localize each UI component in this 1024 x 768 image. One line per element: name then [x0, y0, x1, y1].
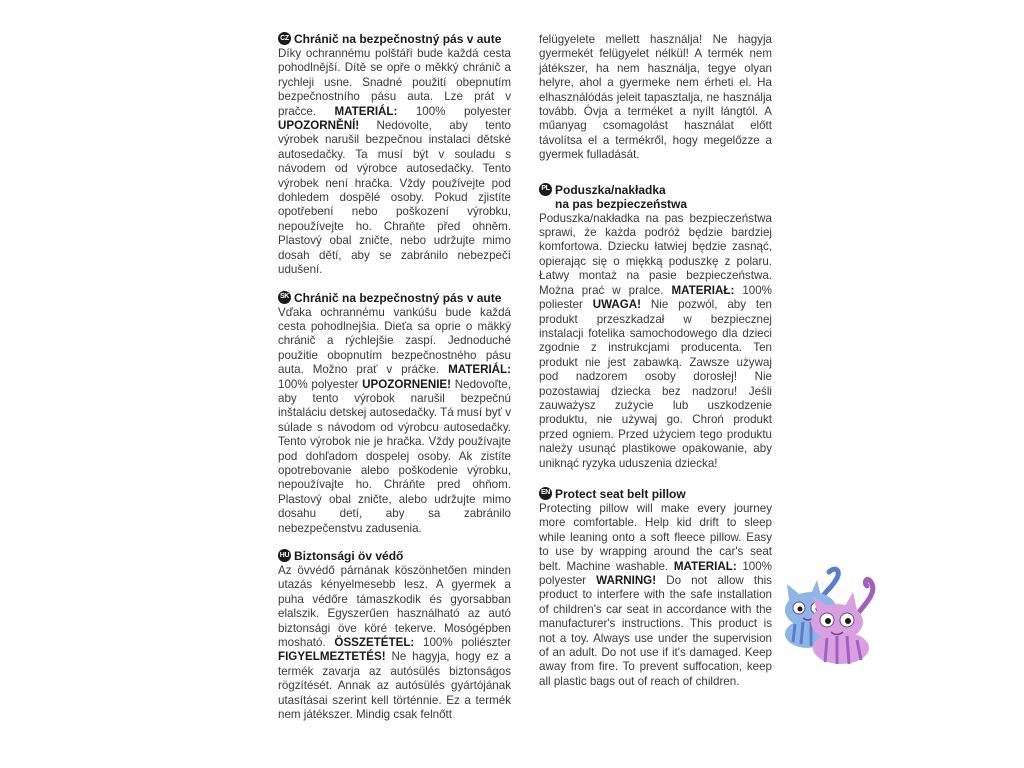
- section-sk: [278, 291, 511, 537]
- section-hu-continued: [539, 33, 772, 163]
- warning-label: UWAGA!: [592, 298, 642, 312]
- section-body: Poduszka/nakładka na pas bezpieczeństwa sprawi, że każda podróż będzie bardziej komfortowa. Dziecku łatwiej będzie zasnąć, opierając się o miękką poduszkę z polaru. Łatwy montaż na pasie bezpieczeństwa. Można prać w pralce. MATERIAŁ: 100% poliester UWAGA! Nie pozwól, aby ten produkt przeszkadzał w bezpiecznej instalacji fotelika samochodowego dla dzieci zgodnie z instrukcjami producenta. Ten produkt nie jest zabawką. Zawsze używaj pod nadzorem osoby dorosłej! Nie pozostawiaj dziecka bez nadzoru! Jeśli zauważysz zużycie lub uszkodzenie produktu, nie używaj go. Chroń produkt przed ogniem. Przed użyciem tego produktu należy usunąć plastikowe opakowanie, aby uniknąć ryzyka uduszenia dziecka!: [539, 211, 772, 470]
- language-badge-sk: SK: [278, 291, 291, 304]
- section-title: Biztonsági öv védő: [294, 549, 404, 563]
- section-heading: [539, 183, 772, 211]
- right-column: [539, 33, 772, 702]
- section-heading: [278, 291, 511, 305]
- language-badge-en: EN: [539, 487, 552, 500]
- section-hu: [278, 549, 511, 722]
- language-badge-pl: PL: [539, 183, 552, 196]
- section-heading: [278, 32, 511, 46]
- section-body: Az övvédő párnának köszönhetően minden utazás kényelmesebb lesz. A gyermek a puha védőre támaszkodik és gyorsabban elalszik. Egyszerűen használható az autó biztonsági öve köré tekerve. Mosógépben mosható. ÖSSZETÉTEL: 100% poliészter FIGYELMEZTETÉS! Ne hagyja, hogy ez a termék zavarja az autósülés biztonságos rögzítését. Annak az autósülés gyártójának utasításai szerint kell történnie. Ez a termék nem játékszer. Mindig csak felnőtt: [278, 564, 511, 722]
- left-column: [278, 32, 511, 735]
- pink-cat-illustration: [811, 579, 873, 664]
- section-body: felügyelete mellett használja! Ne hagyja gyermekét felügyelet nélkül! A termék nem játékszer, ha nem használja, tegye olyan helyre, ahol a gyermeke nem érheti el. Ha elhasználódás jeleit tapasztalja, ne használja tovább. Óvja a terméket a nyílt lángtól. A műanyag csomagolást használat előtt távolítsa el a termékről, hogy megelőzze a gyermek fulladását.: [539, 33, 772, 162]
- material-label: MATERIAŁ:: [671, 283, 735, 297]
- language-badge-hu: HU: [278, 549, 291, 562]
- section-body: Díky ochrannému polštáři bude každá cesta pohodlnější. Dítě se opře o měkký chránič a rychleji usne. Snadné použití obepnutím bezpečnostního pásu auta. Lze prát v pračce. MATERIÁL: 100% polyester UPOZORNĚNÍ! Nedovolte, aby tento výrobek narušil bezpečnou instalaci dětské autosedačky. Ta musí být v souladu s návodem od výrobce autosedačky. Tento výrobek není hračka. Vždy používejte pod dohledem dospělé osoby. Pokud zjistíte opotřebení nebo poškození výrobku, nepoužívejte ho. Chraňte před ohněm. Plastový obal zničte, nebo udržujte mimo dosah dětí, aby se zabránilo nebezpečí udušení.: [278, 47, 511, 277]
- material-label: MATERIÁL:: [448, 363, 511, 377]
- warning-label: UPOZORNĚNÍ!: [278, 119, 360, 133]
- language-badge-cz: CZ: [278, 32, 291, 45]
- material-label: MATERIÁL:: [334, 104, 398, 118]
- material-label: MATERIAL:: [673, 559, 737, 573]
- section-heading: [278, 549, 511, 563]
- section-title: Chránič na bezpečnostný pás v aute: [294, 290, 502, 305]
- section-body: Vďaka ochrannému vankúšu bude každá cesta pohodlnejšia. Dieťa sa oprie o mäkký chránič a rýchlejšie zaspí. Jednoduché použitie obopnutím bezpečnostného pásu auta. Možno prať v práčke. MATERIÁL: 100% polyester UPOZORNENIE! Nedovoľte, aby tento výrobok narušil bezpečnú inštaláciu detskej autosedačky. Tá musí byť v súlade s návodom od výrobcu autosedačky. Tento výrobok nie je hračka. Vždy používajte pod dohľadom dospelej osoby. Ak zistíte opotrebovanie alebo poškodenie výrobku, nepoužívajte ho. Chráňte pred ohňom. Plastový obal zničte, alebo udržujte mimo dosahu detí, aby sa zabránilo nebezpečenstvu zadusenia.: [278, 305, 511, 535]
- section-heading: [539, 487, 772, 501]
- section-body: Protecting pillow will make every journey more comfortable. Help kid drift to sleep while leaning onto a soft fleece pillow. Easy to use by wrapping around the car's seat belt. Machine washable. MATERIAL: 100% polyester WARNING! Do not allow this product to interfere with the safe installation of children's car seat in accordance with the manufacturer's instructions. This product is not a toy. Always use under the supervision of an adult. Do not use if it's damaged. Keep away from fire. To prevent suffocation, keep all plastic bags out of reach of children.: [539, 501, 772, 688]
- section-title: Chránič na bezpečnostný pás v aute: [294, 32, 502, 46]
- section-en: [539, 487, 772, 689]
- section-title: Poduszka/nakładka na pas bezpieczeństwa: [555, 182, 688, 211]
- warning-label: FIGYELMEZTETÉS!: [278, 650, 386, 664]
- material-label: ÖSSZETÉTEL:: [334, 636, 415, 650]
- cats-illustration: [767, 562, 885, 672]
- section-pl: [539, 183, 772, 471]
- warning-label: UPOZORNENIE!: [362, 377, 452, 391]
- section-title: Protect seat belt pillow: [555, 486, 686, 501]
- section-cz: [278, 32, 511, 278]
- warning-label: WARNING!: [596, 574, 657, 587]
